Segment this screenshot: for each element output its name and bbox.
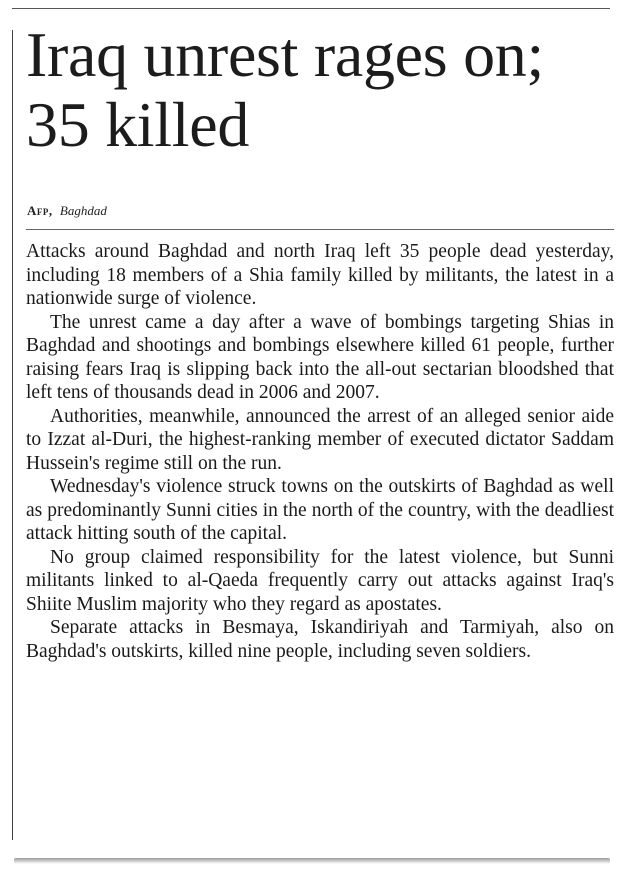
article-body — [26, 240, 614, 663]
article-paragraph: Separate attacks in Besmaya, Iskandiriyah and Tarmiyah, also on Baghdad's outskirts, killed nine people, including seven soldiers. — [26, 617, 614, 662]
page-bottom-shadow — [14, 858, 610, 864]
top-rule — [12, 8, 610, 9]
byline-agency: Afp, — [27, 203, 53, 218]
left-column-rule — [12, 30, 13, 840]
article-paragraph: No group claimed responsibility for the latest violence, but Sunni militants linked to al-Qaeda frequently carry out attacks against Iraq's Shiite Muslim majority who they regard as apostates. — [26, 546, 614, 615]
article-paragraph: The unrest came a day after a wave of bombings targeting Shias in Baghdad and shootings and bombings elsewhere killed 61 people, further raising fears Iraq is slipping back into the all-out sectarian bloodshed that left tens of thousands dead in 2006 and 2007. — [26, 311, 614, 403]
article-paragraph: Attacks around Baghdad and north Iraq left 35 people dead yesterday, including 18 members of a Shia family killed by militants, the latest in a nationwide surge of violence. — [26, 241, 614, 309]
byline — [27, 203, 107, 219]
byline-divider — [26, 229, 614, 230]
article-paragraph: Wednesday's violence struck towns on the outskirts of Baghdad as well as predominantly Sunni cities in the north of the country, with the deadliest attack hitting south of the capital. — [26, 476, 614, 544]
byline-dateline: Baghdad — [59, 203, 107, 218]
headline: Iraq unrest rages on; 35 killed — [26, 19, 544, 160]
article-paragraph: Authorities, meanwhile, announced the arrest of an alleged senior aide to Izzat al-Duri, the highest-ranking member of executed dictator Saddam Hussein's regime still on the run. — [26, 405, 614, 474]
